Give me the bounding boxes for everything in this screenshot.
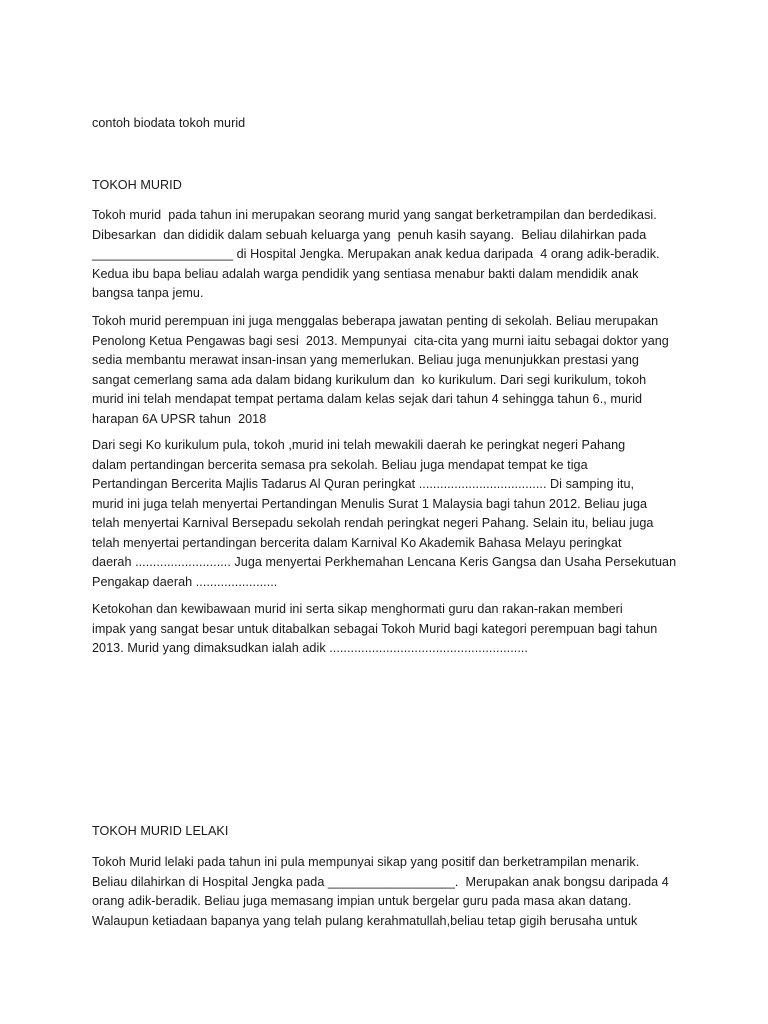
- paragraph-line: sedia membantu merawat insan-insan yang memerlukan. Beliau juga menunjukkan prestasi yang: [92, 353, 639, 367]
- section-heading-tokoh-murid-lelaki: [92, 822, 692, 842]
- paragraph-line: Dibesarkan dan dididik dalam sebuah keluarga yang penuh kasih sayang. Beliau dilahirkan pada: [92, 227, 647, 242]
- paragraph-line: sangat cemerlang sama ada dalam bidang kurikulum dan ko kurikulum. Dari segi kurikulum, tokoh: [92, 372, 647, 387]
- paragraph-line: Walaupun ketiadaan bapanya yang telah pulang kerahmatullah,beliau tetap gigih berusaha untuk: [92, 913, 638, 928]
- paragraph-line: Tokoh Murid lelaki pada tahun ini pula mempunyai sikap yang positif dan berketrampilan menarik.: [92, 855, 640, 869]
- paragraph-line: Beliau dilahirkan di Hospital Jengka pada __________________. Merupakan anak bongsu daripada 4: [92, 874, 669, 889]
- paragraph-line: Tokoh murid perempuan ini juga menggalas beberapa jawatan penting di sekolah. Beliau merupakan: [92, 314, 659, 328]
- document-title-text: contoh biodata tokoh murid: [92, 116, 246, 130]
- paragraph-line: Tokoh murid pada tahun ini merupakan seorang murid yang sangat berketrampilan dan berdedikasi.: [92, 208, 657, 222]
- paragraph-line: Ketokohan dan kewibawaan murid ini serta sikap menghormati guru dan rakan-rakan memberi: [92, 602, 623, 616]
- paragraph-line: 2013. Murid yang dimaksudkan ialah adik ........................................................: [92, 641, 528, 655]
- paragraph-line: Pengakap daerah .......................: [92, 574, 278, 589]
- paragraph-4: [92, 600, 692, 659]
- document-title: [92, 114, 692, 134]
- paragraph-line: telah menyertai pertandingan bercerita dalam Karnival Ko Akademik Bahasa Melayu peringkat: [92, 535, 622, 550]
- paragraph-2: [92, 312, 692, 429]
- paragraph-3: [92, 436, 692, 592]
- section-heading-text: TOKOH MURID LELAKI: [92, 824, 229, 838]
- paragraph-line: impak yang sangat besar untuk ditabalkan sebagai Tokoh Murid bagi kategori perempuan bagi tahun: [92, 621, 658, 636]
- paragraph-line: murid ini juga telah menyertai Pertandingan Menulis Surat 1 Malaysia bagi tahun 2012. Beliau juga: [92, 496, 648, 511]
- paragraph-line: telah menyertai Karnival Bersepadu sekolah rendah peringkat negeri Pahang. Selain itu, beliau juga: [92, 516, 654, 530]
- paragraph-line: Kedua ibu bapa beliau adalah warga pendidik yang sentiasa menabur bakti dalam mendidik anak: [92, 266, 639, 281]
- section-heading-tokoh-murid: [92, 176, 692, 196]
- paragraph-line: Pertandingan Bercerita Majlis Tadarus Al Quran peringkat .................................... Di samping itu,: [92, 477, 635, 491]
- section-heading-text: TOKOH MURID: [92, 178, 182, 192]
- paragraph-line: dalam pertandingan bercerita semasa pra sekolah. Beliau juga mendapat tempat ke tiga: [92, 457, 588, 472]
- paragraph-line: Dari segi Ko kurikulum pula, tokoh ,murid ini telah mewakili daerah ke peringkat negeri Pahang: [92, 438, 626, 452]
- paragraph-line: orang adik-beradik. Beliau juga memasang impian untuk bergelar guru pada masa akan datang.: [92, 894, 632, 908]
- paragraph-line: harapan 6A UPSR tahun 2018: [92, 411, 267, 426]
- paragraph-1: [92, 206, 692, 304]
- paragraph-line: ____________________ di Hospital Jengka. Merupakan anak kedua daripada 4 orang adik-beradik.: [92, 247, 660, 261]
- paragraph-5: [92, 853, 692, 931]
- paragraph-line: daerah ........................... Juga menyertai Perkhemahan Lencana Keris Gangsa dan Usaha Persekutuan: [92, 555, 677, 569]
- paragraph-line: Penolong Ketua Pengawas bagi sesi 2013. Mempunyai cita-cita yang murni iaitu sebagai doktor yang: [92, 333, 669, 348]
- paragraph-line: bangsa tanpa jemu.: [92, 286, 204, 300]
- paragraph-line: murid ini telah mendapat tempat pertama dalam kelas sejak dari tahun 4 sehingga tahun 6., murid: [92, 392, 643, 406]
